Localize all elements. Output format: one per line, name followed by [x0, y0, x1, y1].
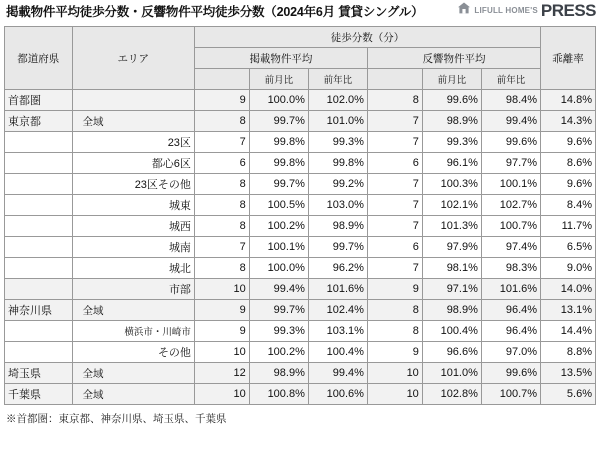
- cell-response-yoy: 102.7%: [481, 195, 540, 216]
- cell-posted-yoy: 100.4%: [308, 342, 367, 363]
- cell-response-mom: 99.3%: [422, 132, 481, 153]
- cell-divergence: 9.6%: [541, 132, 596, 153]
- cell-response-mom: 102.1%: [422, 195, 481, 216]
- table-row: [5, 111, 596, 132]
- cell-divergence: 8.8%: [541, 342, 596, 363]
- cell-area: 23区その他: [72, 174, 194, 195]
- cell-posted-yoy: 99.7%: [308, 237, 367, 258]
- col-header-posted-value: [194, 69, 249, 90]
- cell-response: 6: [367, 237, 422, 258]
- cell-posted-yoy: 102.4%: [308, 300, 367, 321]
- footnote: ※首都圏：東京都、神奈川県、埼玉県、千葉県: [6, 413, 227, 425]
- cell-pref: 千葉県: [5, 384, 73, 405]
- cell-response: 8: [367, 300, 422, 321]
- col-header-response-yoy: 前年比: [481, 69, 540, 90]
- cell-pref: 首都圏: [5, 90, 73, 111]
- cell-divergence: 14.3%: [541, 111, 596, 132]
- cell-response-mom: 99.6%: [422, 90, 481, 111]
- cell-pref: [5, 174, 73, 195]
- cell-posted-yoy: 99.2%: [308, 174, 367, 195]
- col-header-posted-avg: 掲載物件平均: [194, 48, 367, 69]
- cell-area: 城南: [72, 237, 194, 258]
- cell-response: 9: [367, 342, 422, 363]
- cell-posted: 10: [194, 342, 249, 363]
- table-row: [5, 90, 596, 111]
- cell-divergence: 13.1%: [541, 300, 596, 321]
- cell-response: 7: [367, 111, 422, 132]
- col-header-response-value: [367, 69, 422, 90]
- cell-posted-mom: 98.9%: [249, 363, 308, 384]
- cell-area: 23区: [72, 132, 194, 153]
- cell-posted-mom: 100.0%: [249, 90, 308, 111]
- cell-response-mom: 100.3%: [422, 174, 481, 195]
- cell-response: 9: [367, 279, 422, 300]
- cell-pref: [5, 237, 73, 258]
- col-header-pref: 都道府県: [5, 27, 73, 90]
- cell-posted-mom: 99.4%: [249, 279, 308, 300]
- cell-area: [72, 90, 194, 111]
- cell-response-yoy: 98.3%: [481, 258, 540, 279]
- cell-response-mom: 97.9%: [422, 237, 481, 258]
- cell-area: 城東: [72, 195, 194, 216]
- col-header-area: エリア: [72, 27, 194, 90]
- cell-posted: 12: [194, 363, 249, 384]
- cell-posted: 7: [194, 237, 249, 258]
- walk-minutes-table: [4, 26, 596, 405]
- cell-pref: [5, 258, 73, 279]
- brand-press-text: PRESS: [540, 1, 596, 20]
- cell-area: 全域: [72, 300, 194, 321]
- cell-posted: 7: [194, 132, 249, 153]
- col-header-posted-yoy: 前年比: [308, 69, 367, 90]
- cell-area: 全域: [72, 384, 194, 405]
- cell-response-mom: 100.4%: [422, 321, 481, 342]
- cell-posted-mom: 99.7%: [249, 111, 308, 132]
- cell-posted-yoy: 101.6%: [308, 279, 367, 300]
- table-row: [5, 216, 596, 237]
- cell-posted-yoy: 100.6%: [308, 384, 367, 405]
- cell-response-yoy: 97.4%: [481, 237, 540, 258]
- cell-response: 7: [367, 174, 422, 195]
- cell-posted: 6: [194, 153, 249, 174]
- table-row: [5, 195, 596, 216]
- cell-posted-yoy: 103.0%: [308, 195, 367, 216]
- cell-pref: 東京都: [5, 111, 73, 132]
- cell-divergence: 6.5%: [541, 237, 596, 258]
- cell-response-mom: 96.6%: [422, 342, 481, 363]
- cell-response-yoy: 97.0%: [481, 342, 540, 363]
- cell-response: 8: [367, 90, 422, 111]
- cell-posted-yoy: 99.4%: [308, 363, 367, 384]
- table-row: [5, 384, 596, 405]
- table-head: [5, 27, 596, 90]
- cell-posted-yoy: 102.0%: [308, 90, 367, 111]
- cell-posted-mom: 100.2%: [249, 216, 308, 237]
- table-row: [5, 342, 596, 363]
- cell-divergence: 14.8%: [541, 90, 596, 111]
- cell-posted-yoy: 99.8%: [308, 153, 367, 174]
- page-header: [0, 0, 600, 26]
- cell-response: 10: [367, 384, 422, 405]
- cell-divergence: 9.6%: [541, 174, 596, 195]
- cell-divergence: 9.0%: [541, 258, 596, 279]
- cell-response: 7: [367, 195, 422, 216]
- cell-posted: 9: [194, 300, 249, 321]
- cell-posted: 10: [194, 279, 249, 300]
- cell-divergence: 8.4%: [541, 195, 596, 216]
- table-body: [5, 90, 596, 405]
- cell-response-yoy: 101.6%: [481, 279, 540, 300]
- cell-response-yoy: 96.4%: [481, 300, 540, 321]
- cell-area: 全域: [72, 363, 194, 384]
- cell-response: 7: [367, 132, 422, 153]
- cell-area: 城北: [72, 258, 194, 279]
- cell-posted-mom: 99.7%: [249, 300, 308, 321]
- cell-response-yoy: 99.6%: [481, 132, 540, 153]
- cell-posted: 8: [194, 111, 249, 132]
- cell-posted: 8: [194, 258, 249, 279]
- cell-response: 6: [367, 153, 422, 174]
- cell-area: 都心6区: [72, 153, 194, 174]
- cell-posted-mom: 99.8%: [249, 153, 308, 174]
- cell-posted-yoy: 103.1%: [308, 321, 367, 342]
- table-row: [5, 174, 596, 195]
- cell-pref: [5, 216, 73, 237]
- cell-posted-mom: 100.0%: [249, 258, 308, 279]
- col-header-posted-mom: 前月比: [249, 69, 308, 90]
- cell-posted-mom: 100.5%: [249, 195, 308, 216]
- cell-response-yoy: 97.7%: [481, 153, 540, 174]
- cell-response: 7: [367, 258, 422, 279]
- cell-response-yoy: 99.6%: [481, 363, 540, 384]
- cell-posted: 10: [194, 384, 249, 405]
- col-header-group-walk: 徒歩分数（分）: [194, 27, 540, 48]
- cell-area: 市部: [72, 279, 194, 300]
- cell-response-mom: 97.1%: [422, 279, 481, 300]
- cell-response-yoy: 100.7%: [481, 216, 540, 237]
- cell-divergence: 13.5%: [541, 363, 596, 384]
- table-row: [5, 363, 596, 384]
- cell-area: 城西: [72, 216, 194, 237]
- cell-posted: 9: [194, 90, 249, 111]
- cell-response: 8: [367, 321, 422, 342]
- cell-posted-mom: 99.8%: [249, 132, 308, 153]
- cell-posted: 8: [194, 174, 249, 195]
- table-row: [5, 321, 596, 342]
- cell-response-mom: 98.9%: [422, 300, 481, 321]
- cell-response-mom: 101.0%: [422, 363, 481, 384]
- cell-response-mom: 102.8%: [422, 384, 481, 405]
- page-title: 掲載物件平均徒歩分数・反響物件平均徒歩分数（2024年6月 賃貸シングル）: [6, 5, 424, 19]
- cell-posted: 8: [194, 195, 249, 216]
- cell-posted-yoy: 99.3%: [308, 132, 367, 153]
- cell-area: 全域: [72, 111, 194, 132]
- cell-pref: [5, 321, 73, 342]
- cell-posted-mom: 100.8%: [249, 384, 308, 405]
- cell-posted-yoy: 98.9%: [308, 216, 367, 237]
- cell-posted: 9: [194, 321, 249, 342]
- table-row: [5, 300, 596, 321]
- cell-response-mom: 98.9%: [422, 111, 481, 132]
- cell-pref: [5, 132, 73, 153]
- cell-response-yoy: 100.7%: [481, 384, 540, 405]
- cell-area: 横浜市・川崎市: [72, 321, 194, 342]
- cell-response-mom: 98.1%: [422, 258, 481, 279]
- cell-divergence: 14.0%: [541, 279, 596, 300]
- cell-response-yoy: 99.4%: [481, 111, 540, 132]
- table-row: [5, 132, 596, 153]
- col-header-divergence: 乖離率: [541, 27, 596, 90]
- table-row: [5, 237, 596, 258]
- cell-divergence: 8.6%: [541, 153, 596, 174]
- table-row: [5, 258, 596, 279]
- table-container: [0, 26, 600, 405]
- cell-pref: 神奈川県: [5, 300, 73, 321]
- col-header-response-mom: 前月比: [422, 69, 481, 90]
- cell-posted-mom: 100.2%: [249, 342, 308, 363]
- table-row: [5, 153, 596, 174]
- cell-pref: [5, 342, 73, 363]
- col-header-response-avg: 反響物件平均: [367, 48, 540, 69]
- cell-pref: [5, 195, 73, 216]
- cell-response-yoy: 98.4%: [481, 90, 540, 111]
- cell-pref: 埼玉県: [5, 363, 73, 384]
- cell-posted: 8: [194, 216, 249, 237]
- brand-lifull-text: LIFULL HOME'S: [474, 6, 538, 15]
- cell-posted-yoy: 96.2%: [308, 258, 367, 279]
- cell-posted-mom: 100.1%: [249, 237, 308, 258]
- cell-response: 7: [367, 216, 422, 237]
- cell-posted-mom: 99.7%: [249, 174, 308, 195]
- cell-posted-mom: 99.3%: [249, 321, 308, 342]
- cell-pref: [5, 153, 73, 174]
- cell-divergence: 11.7%: [541, 216, 596, 237]
- cell-response-mom: 96.1%: [422, 153, 481, 174]
- cell-divergence: 14.4%: [541, 321, 596, 342]
- cell-response-yoy: 96.4%: [481, 321, 540, 342]
- cell-area: その他: [72, 342, 194, 363]
- cell-posted-yoy: 101.0%: [308, 111, 367, 132]
- brand-logo: [457, 1, 596, 20]
- cell-response-yoy: 100.1%: [481, 174, 540, 195]
- cell-divergence: 5.6%: [541, 384, 596, 405]
- header-row-1: [5, 27, 596, 48]
- cell-pref: [5, 279, 73, 300]
- cell-response: 10: [367, 363, 422, 384]
- home-icon: [457, 1, 471, 20]
- cell-response-mom: 101.3%: [422, 216, 481, 237]
- table-row: [5, 279, 596, 300]
